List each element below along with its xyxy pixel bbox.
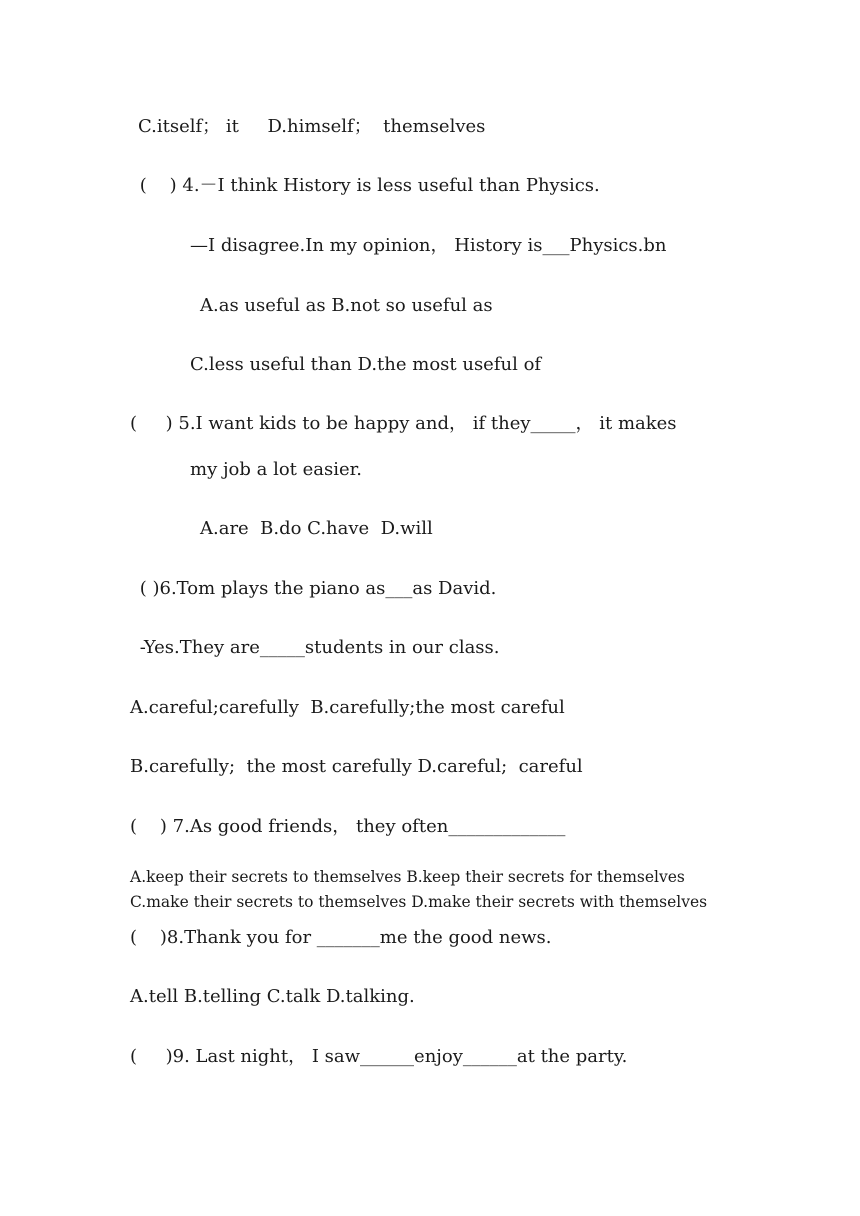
text-line: A.as useful as B.not so useful as (200, 295, 493, 316)
text-line: A.careful;carefully B.carefully;the most careful (130, 697, 565, 718)
question-4: ( ) 4.－I think History is less useful than Physics. (134, 175, 600, 196)
text-line: A.keep their secrets to themselves B.keep their secrets for themselves (130, 868, 685, 886)
question-8: ( )8.Thank you for _______me the good news. (130, 927, 552, 948)
question-6: ( )6.Tom plays the piano as___as David. (134, 578, 497, 599)
text-line: A.tell B.telling C.talk D.talking. (130, 986, 415, 1007)
question-5: ( ) 5.I want kids to be happy and， if they_____， it makes (130, 413, 677, 434)
text-line: C.less useful than D.the most useful of (190, 354, 542, 375)
question-9: ( )9. Last night， I saw______enjoy______at the party. (130, 1046, 628, 1067)
text-line: B.carefully; the most carefully D.careful; careful (130, 756, 583, 777)
text-line: C.itself； it D.himself； themselves (138, 116, 486, 137)
text-line: -Yes.They are_____students in our class. (134, 637, 500, 658)
text-line: —I disagree.In my opinion， History is___Physics.bn (190, 235, 667, 256)
text-line: A.are B.do C.have D.will (200, 518, 433, 539)
question-7: ( ) 7.As good friends， they often_____________ (130, 816, 566, 837)
text-line: C.make their secrets to themselves D.make their secrets with themselves (130, 893, 708, 911)
text-line: my job a lot easier. (190, 459, 363, 480)
